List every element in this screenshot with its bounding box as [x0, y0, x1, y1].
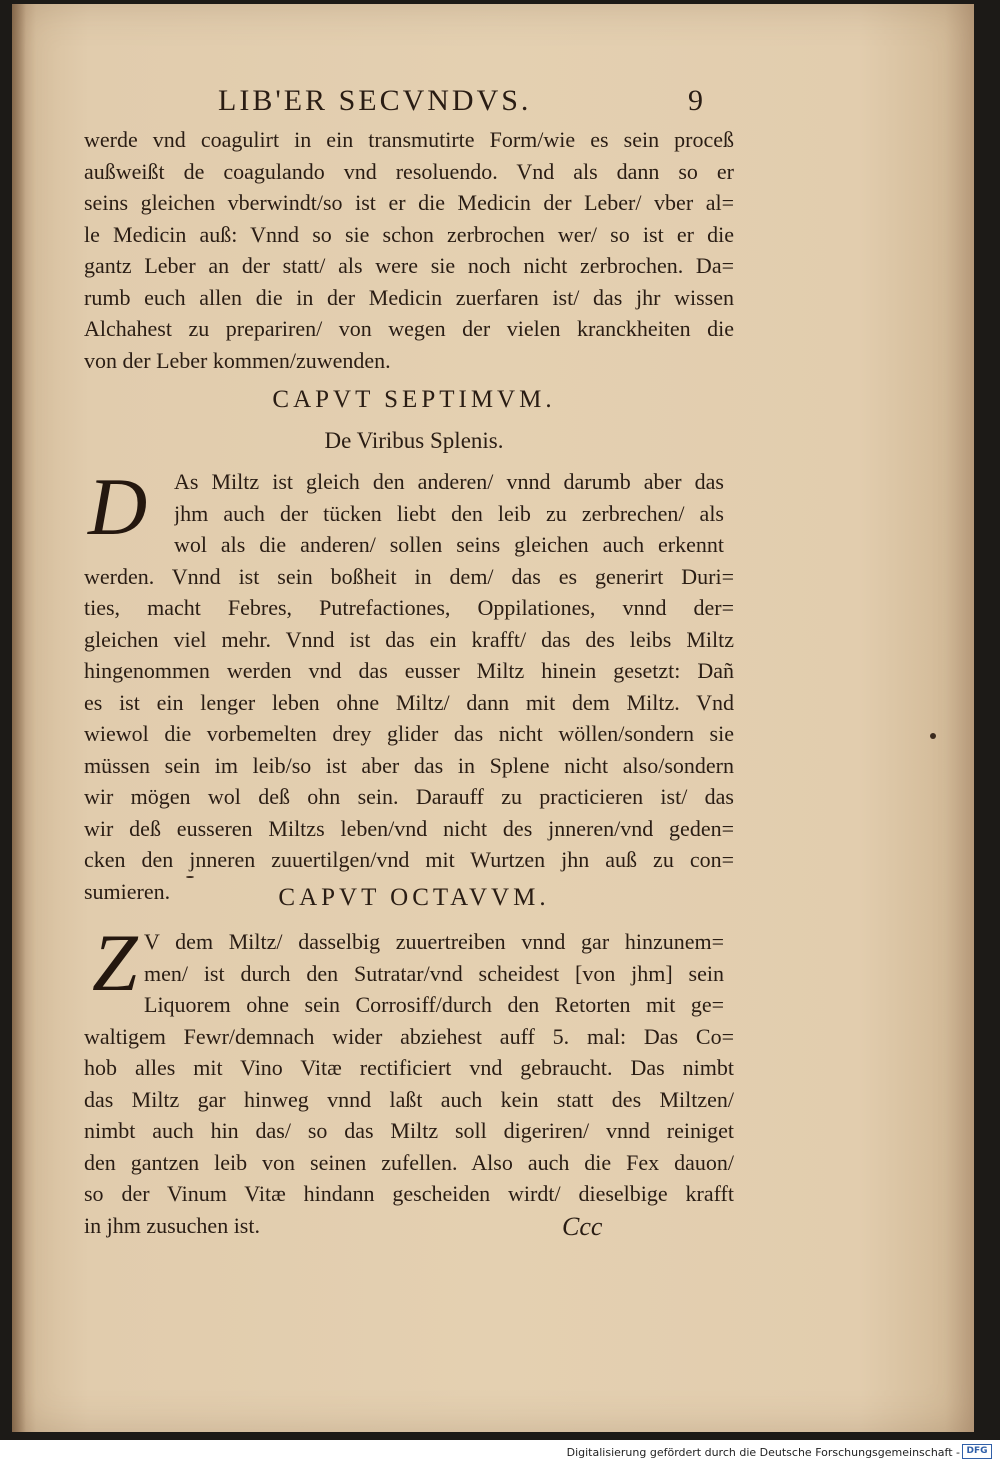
chapter7-paragraph [84, 561, 734, 908]
chapter8-indented-lines [144, 926, 724, 1021]
text-line: wir mögen wol deß ohn sein. Darauff zu practicieren ist/ das [84, 784, 734, 809]
text-line: gleichen viel mehr. Vnnd ist das ein krafft/ das des leibs Miltz [84, 626, 734, 652]
text-line: hob alles mit Vino Vitæ rectificiert vnd gebraucht. Das nimbt [84, 1055, 734, 1080]
text-line: V dem Miltz/ dasselbig zuuertreiben vnnd gar hinzunem= [144, 929, 724, 954]
text-line: Liquorem ohne sein Corrosiff/durch den Retorten mit ge= [144, 992, 724, 1017]
text-line: hingenommen werden vnd das eusser Miltz hinein gesetzt: Dañ [84, 658, 734, 683]
text-line: jhm auch der tücken liebt den leib zu zerbrechen/ als [174, 500, 724, 526]
text-line: le Medicin auß: Vnnd so sie schon zerbrochen wer/ so ist er die [84, 221, 734, 247]
dfg-logo-icon: DFG [962, 1444, 992, 1459]
catchword: Ccc [562, 1212, 603, 1241]
text-line: in jhm zusuchen ist. [84, 1212, 260, 1238]
text-line: den gantzen leib von seinen zufellen. Also auch die Fex dauon/ [84, 1149, 734, 1175]
text-line: As Miltz ist gleich den anderen/ vnnd darumb aber das [174, 469, 724, 494]
opening-paragraph [84, 124, 734, 376]
text-line: wol als die anderen/ sollen seins gleichen auch erkennt [174, 532, 724, 557]
text-line: sumieren. [84, 878, 171, 904]
text-line: seins gleichen vberwindt/so ist er die Medicin der Leber/ vber al= [84, 190, 734, 215]
text-line: men/ ist durch den Sutratar/vnd scheidest [von jhm] sein [144, 960, 724, 986]
text-line: werden. Vnnd ist sein boßheit in dem/ das es generirt Duri= [84, 563, 734, 589]
text-line: gantz Leber an der statt/ als were sie noch nicht zerbrochen. Da= [84, 253, 734, 278]
digitization-credit: Digitalisierung gefördert durch die Deutsche Forschungsgemeinschaft - [566, 1446, 960, 1459]
text-line: so der Vinum Vitæ hindann gescheiden wirdt/ dieselbige krafft [84, 1181, 734, 1206]
text-line: außweißt de coagulando vnd resoluendo. Vnd als dann so er [84, 158, 734, 184]
text-line: werde vnd coagulirt in ein transmutirte Form/wie es sein proceß [84, 127, 734, 152]
page-gutter-shadow [12, 4, 26, 1432]
text-line: wir deß eusseren Miltzs leben/vnd nicht des jnneren/vnd geden= [84, 815, 734, 841]
ink-speck [186, 876, 194, 878]
text-line: es ist ein lenger leben ohne Miltz/ dann mit dem Miltz. Vnd [84, 689, 734, 715]
chapter-heading: CAPVT SEPTIMVM. [272, 386, 556, 413]
decorated-initial: D [88, 461, 148, 552]
chapter8-paragraph [84, 1021, 734, 1242]
text-line: nimbt auch hin das/ so das Miltz soll digeriren/ vnnd reiniget [84, 1118, 734, 1143]
text-line: Alchahest zu prepariren/ von wegen der vielen kranckheiten die [84, 316, 734, 341]
running-head-title: LIB'ER SECVNDVS. [218, 84, 532, 117]
chapter-heading: CAPVT OCTAVVM. [278, 884, 550, 911]
chapter7-indented-lines [174, 466, 724, 561]
text-line: cken den jnneren zuuertilgen/vnd mit Wurtzen jhn auß zu con= [84, 847, 734, 872]
text-line: wiewol die vorbemelten drey glider das nicht wöllen/sondern sie [84, 721, 734, 746]
text-line: waltigem Fewr/demnach wider abziehest auff 5. mal: Das Co= [84, 1023, 734, 1049]
ink-speck [930, 733, 936, 739]
text-line: das Miltz gar hinweg vnnd laßt auch kein statt des Miltzen/ [84, 1086, 734, 1112]
text-line: von der Leber kommen/zuwenden. [84, 347, 391, 373]
text-line: rumb euch allen die in der Medicin zuerfaren ist/ das jhr wissen [84, 284, 734, 310]
page-number: 9 [688, 84, 703, 117]
text-line: ties, macht Febres, Putrefactiones, Oppilationes, vnnd der= [84, 595, 734, 620]
text-line: müssen sein im leib/so ist aber das in Splene nicht also/sondern [84, 752, 734, 778]
chapter-subheading: De Viribus Splenis. [324, 428, 504, 453]
decorated-initial: Z [92, 917, 138, 1008]
